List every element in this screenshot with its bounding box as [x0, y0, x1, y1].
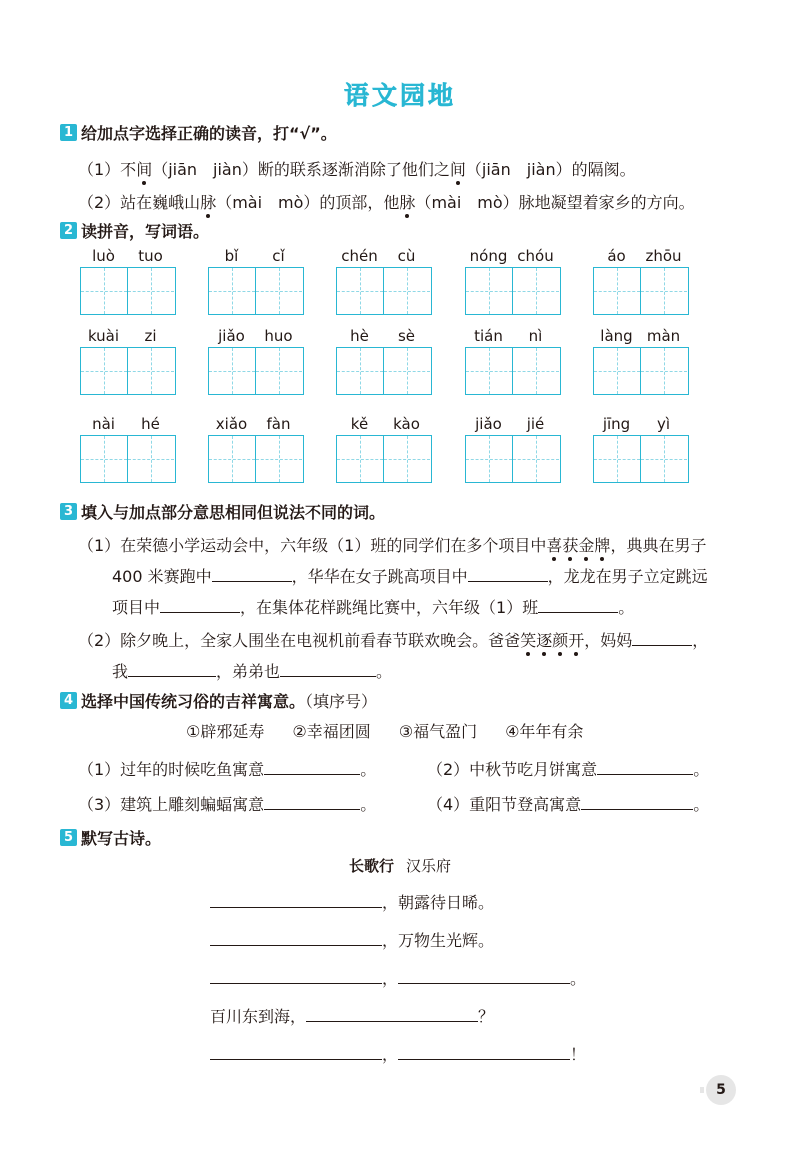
q4-item-4: [427, 792, 709, 815]
pinyin-word-group: [80, 415, 176, 483]
text-segment: ，: [692, 631, 709, 650]
writing-cell[interactable]: [209, 348, 256, 394]
pinyin-syllable: làng: [600, 327, 633, 345]
writing-cell[interactable]: [256, 436, 302, 482]
question-5-heading: [60, 826, 161, 849]
pinyin-syllable: tián: [474, 327, 503, 345]
option: ②幸福团圆: [292, 722, 371, 741]
writing-cell[interactable]: [466, 348, 513, 394]
text-segment: 。: [360, 795, 377, 814]
question-number-badge: 2: [60, 222, 77, 239]
q1-line-1: [78, 157, 636, 180]
poem-author: 汉乐府: [406, 857, 452, 875]
pinyin-row: [208, 327, 304, 347]
q3-p2-line-1: [78, 628, 708, 651]
writing-cell[interactable]: [209, 268, 256, 314]
q3-p1-line-3: [112, 595, 634, 618]
writing-cell[interactable]: [466, 436, 513, 482]
pinyin-syllable: tuo: [138, 247, 163, 265]
pinyin-syllable: kě: [350, 415, 369, 433]
text-segment: ，在集体花样跳绳比赛中，六年级（1）班: [240, 598, 539, 617]
page-title: 语文园地: [343, 81, 456, 110]
writing-grid: [465, 347, 561, 395]
writing-cell[interactable]: [513, 436, 559, 482]
dotted-char: 颜: [552, 631, 569, 650]
text-segment: ，典典在男子: [610, 536, 707, 555]
pinyin-row: [336, 327, 432, 347]
dotted-char: 金: [578, 536, 595, 555]
pinyin-row: [80, 327, 176, 347]
question-text: 填入与加点部分意思相同但说法不同的词。: [81, 503, 386, 522]
writing-grid: [208, 435, 304, 483]
question-text: 给加点字选择正确的读音，打“√”。: [81, 124, 337, 143]
text-segment: （2）除夕晚上，全家人围坐在电视机前看春节联欢晚会。爸爸: [78, 631, 521, 650]
q4-item-2: [427, 757, 709, 780]
text-segment: ，万物生光辉。: [382, 931, 495, 950]
poem-line-4: [210, 1004, 494, 1027]
answer-blank[interactable]: [597, 758, 693, 775]
writing-cell[interactable]: [256, 348, 302, 394]
writing-cell[interactable]: [128, 268, 174, 314]
q3-p2-line-2: [112, 659, 392, 682]
question-4-heading: [60, 689, 377, 712]
writing-cell[interactable]: [128, 436, 174, 482]
pinyin-syllable: áo: [607, 247, 626, 265]
answer-blank[interactable]: [212, 565, 292, 582]
pinyin-word-group: [465, 327, 561, 395]
writing-cell[interactable]: [384, 348, 430, 394]
text-segment: ，: [382, 1045, 399, 1064]
text-segment: ，华华在女子跳高项目中: [291, 567, 468, 586]
answer-blank[interactable]: [306, 1005, 478, 1022]
answer-blank[interactable]: [280, 660, 376, 677]
poem-line-5: [210, 1042, 586, 1065]
text-segment: 400 米赛跑中: [112, 567, 212, 586]
text-segment: （jiān jiàn）断的联系逐渐消除了他们之: [152, 160, 450, 179]
poem-line-1: [210, 890, 494, 913]
item-text: （3）建筑上雕刻蝙蝠寓意: [78, 795, 265, 814]
pinyin-row: [593, 327, 689, 347]
answer-blank[interactable]: [210, 929, 382, 946]
q3-p1-line-1: [78, 533, 706, 556]
answer-blank[interactable]: [160, 596, 240, 613]
pinyin-word-group: [336, 415, 432, 483]
pinyin-syllable: nài: [92, 415, 115, 433]
text-segment: （mài mò）的顶部，他: [216, 193, 400, 212]
question-number-badge: 4: [60, 692, 77, 709]
writing-cell[interactable]: [513, 348, 559, 394]
pinyin-syllable: sè: [397, 327, 416, 345]
writing-grid: [465, 435, 561, 483]
writing-grid: [593, 267, 689, 315]
writing-cell[interactable]: [128, 348, 174, 394]
text-segment: ，龙龙在男子立定跳远: [547, 567, 708, 586]
pinyin-syllable: luò: [92, 247, 115, 265]
question-number-badge: 5: [60, 829, 77, 846]
text-segment: （1）不: [78, 160, 137, 179]
pinyin-word-group: [465, 247, 561, 315]
writing-grid: [208, 267, 304, 315]
dotted-char: 逐: [536, 631, 553, 650]
text-segment: （mài mò）脉地凝望着家乡的方向。: [415, 193, 695, 212]
pinyin-row: [80, 415, 176, 435]
pinyin-syllable: chóu: [517, 247, 554, 265]
answer-blank[interactable]: [210, 891, 382, 908]
pinyin-word-group: [465, 415, 561, 483]
pinyin-syllable: kào: [393, 415, 420, 433]
pinyin-syllable: huo: [264, 327, 293, 345]
text-segment: ，朝露待日晞。: [382, 893, 495, 912]
item-text: （1）过年的时候吃鱼寓意: [78, 760, 265, 779]
text-segment: （2）站在巍峨山: [78, 193, 201, 212]
writing-cell[interactable]: [337, 268, 384, 314]
text-segment: 我: [112, 662, 129, 681]
dotted-char: 间: [136, 160, 153, 179]
dotted-char: 笑: [520, 631, 537, 650]
writing-grid: [80, 347, 176, 395]
writing-grid: [208, 347, 304, 395]
pinyin-syllable: cǐ: [272, 247, 285, 265]
pinyin-row: [80, 247, 176, 267]
pinyin-syllable: jiǎo: [475, 415, 502, 433]
answer-blank[interactable]: [264, 793, 360, 810]
answer-blank[interactable]: [398, 1043, 570, 1060]
writing-grid: [593, 347, 689, 395]
writing-cell[interactable]: [594, 268, 641, 314]
pinyin-syllable: zhōu: [645, 247, 682, 265]
poem-line-2: [210, 928, 494, 951]
question-1-heading: [60, 121, 337, 144]
dotted-char: 牌: [594, 536, 611, 555]
poem-line-3: [210, 966, 586, 989]
text-segment: （1）在荣德小学运动会中，六年级（1）班的同学们在多个项目中: [78, 536, 547, 555]
q4-item-1: [78, 757, 376, 780]
q1-line-2: [78, 190, 695, 213]
text-segment: ，妈妈: [584, 631, 633, 650]
text-segment: 。: [360, 760, 377, 779]
pinyin-word-group: [208, 415, 304, 483]
pinyin-row: [465, 415, 561, 435]
answer-blank[interactable]: [538, 596, 618, 613]
dotted-char: 喜: [546, 536, 563, 555]
writing-grid: [336, 435, 432, 483]
text-segment: 。: [618, 598, 635, 617]
pinyin-syllable: nì: [528, 327, 543, 345]
pinyin-row: [336, 247, 432, 267]
option: ④年年有余: [505, 722, 584, 741]
text-segment: 项目中: [112, 598, 161, 617]
pinyin-word-group: [593, 415, 689, 483]
pinyin-row: [465, 327, 561, 347]
writing-grid: [593, 435, 689, 483]
pinyin-syllable: hé: [141, 415, 160, 433]
writing-grid: [80, 267, 176, 315]
dotted-char: 获: [562, 536, 579, 555]
text-segment: （jiān jiàn）的隔阂。: [465, 160, 636, 179]
q4-options: [186, 719, 611, 742]
text-segment: 。: [693, 795, 710, 814]
answer-blank[interactable]: [210, 1043, 382, 1060]
pinyin-syllable: kuài: [87, 327, 120, 345]
text-segment: 。: [376, 662, 393, 681]
option: ③福气盈门: [398, 722, 478, 741]
writing-cell[interactable]: [466, 268, 513, 314]
text-segment: 。: [570, 969, 587, 988]
pinyin-syllable: chén: [341, 247, 378, 265]
pinyin-word-group: [208, 247, 304, 315]
question-number-badge: 1: [60, 124, 77, 141]
pinyin-syllable: jiǎo: [218, 327, 245, 345]
writing-cell[interactable]: [594, 436, 641, 482]
pinyin-syllable: jīng: [602, 415, 631, 433]
pinyin-row: [593, 247, 689, 267]
dotted-char: 开: [568, 631, 585, 650]
pinyin-syllable: jié: [526, 415, 545, 433]
answer-blank[interactable]: [264, 758, 360, 775]
text-segment: 。: [693, 760, 710, 779]
writing-cell[interactable]: [337, 436, 384, 482]
poem-title: 长歌行: [348, 857, 394, 875]
pinyin-row: [208, 247, 304, 267]
pinyin-syllable: cù: [397, 247, 416, 265]
answer-blank[interactable]: [210, 967, 382, 984]
text-segment: ，弟弟也: [216, 662, 281, 681]
writing-cell[interactable]: [594, 348, 641, 394]
pinyin-syllable: xiǎo: [215, 415, 248, 433]
pinyin-syllable: hè: [350, 327, 369, 345]
writing-grid: [336, 347, 432, 395]
writing-cell[interactable]: [337, 348, 384, 394]
item-text: （4）重阳节登高寓意: [427, 795, 582, 814]
pinyin-word-group: [336, 327, 432, 395]
pinyin-row: [208, 415, 304, 435]
writing-grid: [80, 435, 176, 483]
pinyin-row: [336, 415, 432, 435]
answer-blank[interactable]: [468, 565, 548, 582]
writing-cell[interactable]: [81, 436, 128, 482]
pinyin-row: [465, 247, 561, 267]
pinyin-syllable: zi: [144, 327, 157, 345]
item-text: （2）中秋节吃月饼寓意: [427, 760, 598, 779]
writing-cell[interactable]: [209, 436, 256, 482]
writing-cell[interactable]: [81, 348, 128, 394]
pinyin-syllable: nóng: [469, 247, 508, 265]
writing-cell[interactable]: [81, 268, 128, 314]
question-text: 默写古诗。: [81, 829, 162, 848]
page-number: 5: [706, 1075, 736, 1105]
text-segment: ，: [382, 969, 399, 988]
pinyin-syllable: bǐ: [224, 247, 239, 265]
pinyin-word-group: [80, 327, 176, 395]
answer-blank[interactable]: [632, 629, 692, 646]
pinyin-word-group: [80, 247, 176, 315]
dotted-char: 脉: [399, 193, 416, 212]
question-text: 读拼音，写词语。: [81, 222, 210, 241]
question-2-heading: [60, 219, 209, 242]
writing-cell[interactable]: [384, 436, 430, 482]
text-segment: ！: [570, 1045, 587, 1064]
writing-cell[interactable]: [256, 268, 302, 314]
option: ①辟邪延寿: [186, 722, 265, 741]
pinyin-word-group: [593, 327, 689, 395]
text-segment: 百川东到海，: [210, 1007, 307, 1026]
pinyin-word-group: [208, 327, 304, 395]
writing-cell[interactable]: [641, 268, 687, 314]
poem-heading: [0, 855, 800, 876]
answer-blank[interactable]: [128, 660, 216, 677]
answer-blank[interactable]: [398, 967, 570, 984]
question-3-heading: [60, 500, 385, 523]
pinyin-syllable: fàn: [266, 415, 291, 433]
pinyin-row: [593, 415, 689, 435]
question-number-badge: 3: [60, 503, 77, 520]
q3-p1-line-2: [112, 564, 708, 587]
text-segment: ？: [478, 1007, 495, 1026]
pinyin-syllable: yì: [656, 415, 671, 433]
writing-cell[interactable]: [513, 268, 559, 314]
writing-cell[interactable]: [641, 348, 687, 394]
answer-blank[interactable]: [581, 793, 693, 810]
pinyin-word-group: [593, 247, 689, 315]
dotted-char: 脉: [200, 193, 217, 212]
pinyin-syllable: màn: [646, 327, 681, 345]
q4-item-3: [78, 792, 376, 815]
writing-cell[interactable]: [384, 268, 430, 314]
dotted-char: 间: [449, 160, 466, 179]
writing-cell[interactable]: [641, 436, 687, 482]
pinyin-word-group: [336, 247, 432, 315]
question-note: （填序号）: [305, 692, 378, 711]
question-text: 选择中国传统习俗的吉祥寓意。: [81, 692, 306, 711]
writing-grid: [465, 267, 561, 315]
writing-grid: [336, 267, 432, 315]
